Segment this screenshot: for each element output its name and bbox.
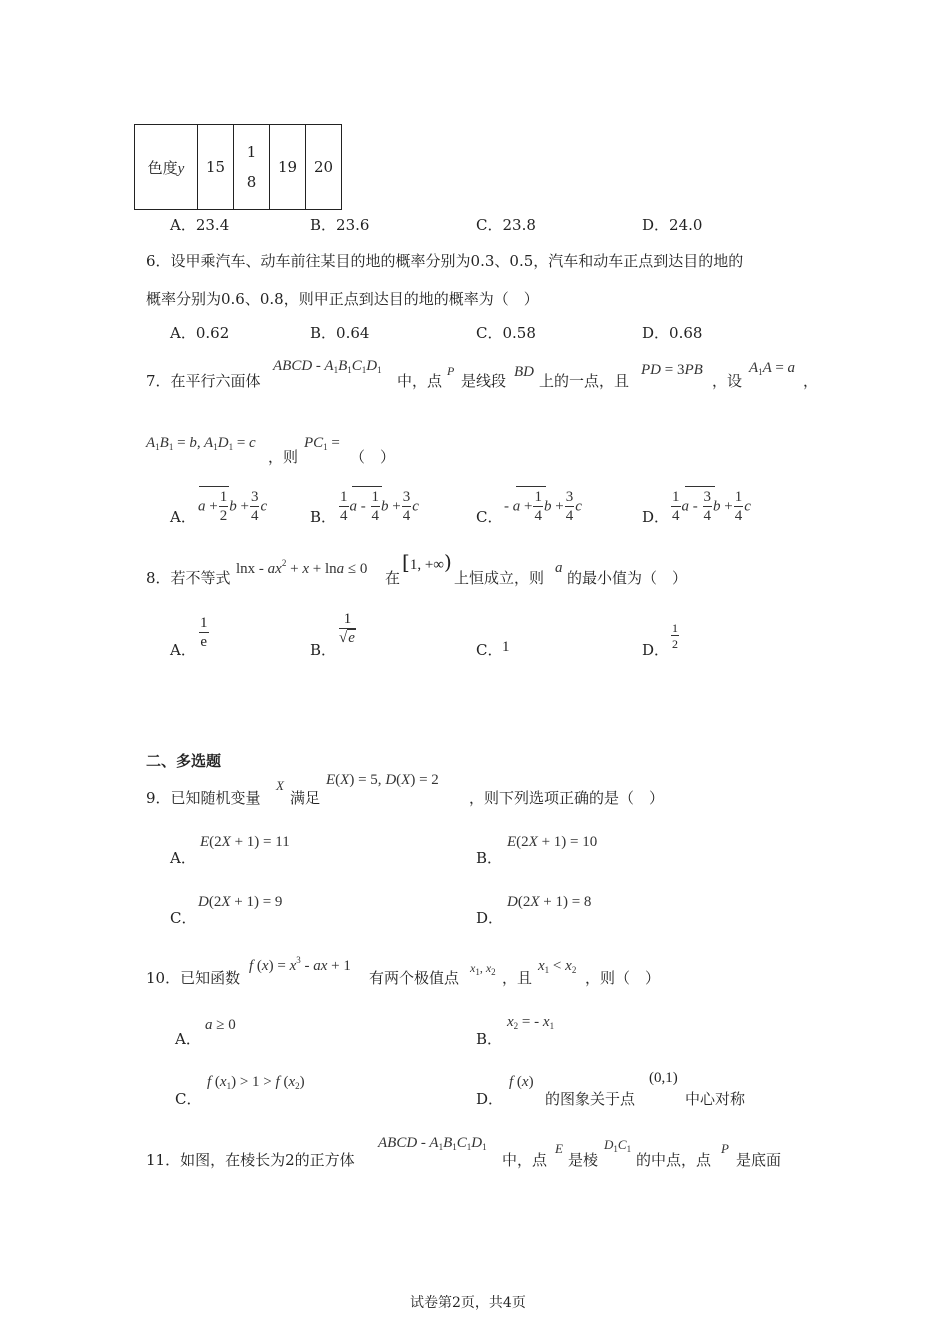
q8-formula-a: a bbox=[555, 560, 563, 576]
q7-stem-p1: 7．在平行六面体 bbox=[146, 372, 261, 390]
q8-formula-inequality: $\ln x - ax^2 + x + \ln a \le 0$ bbox=[236, 558, 368, 577]
q10-option-d-formula: f (x) bbox=[509, 1074, 534, 1090]
q9-stem-p2: 满足 bbox=[290, 789, 321, 807]
q7-vector-bar bbox=[516, 486, 546, 487]
q10-stem-p4: ，则（ ） bbox=[585, 969, 661, 987]
q10-option-d-text2: 中心对称 bbox=[685, 1090, 746, 1108]
q7-formula-pd: PD = 3PB bbox=[641, 362, 703, 378]
q7-option-c-formula: - a + $\frac{1}{4}$ b + $\frac{3}{4}$ c bbox=[504, 489, 582, 524]
q6-option-c: C．0.58 bbox=[476, 324, 536, 342]
q8-option-a-letter: A． bbox=[170, 641, 196, 659]
q7-stem-p4: 上的一点，且 bbox=[539, 372, 630, 390]
q7-option-b-formula: $\frac{1}{4}$ a - $\frac{1}{4}$ b + $\frac{3}{4}$ c bbox=[340, 489, 419, 524]
q5-option-a: A．23.4 bbox=[170, 216, 230, 234]
q6-option-b: B．0.64 bbox=[310, 324, 370, 342]
q10-formula-x1x2: $x_1$, $x_2$ bbox=[470, 961, 496, 977]
q8-option-d-letter: D． bbox=[642, 641, 670, 659]
q10-stem-p3: ，且 bbox=[502, 969, 533, 987]
q9-option-c-formula: D(2X + 1) = 9 bbox=[198, 894, 283, 910]
q5-option-d: D．24.0 bbox=[642, 216, 703, 234]
q7-stem-p5: ，设 bbox=[712, 372, 743, 390]
q8-option-a-formula: $\frac{1}{e}$ bbox=[200, 615, 208, 650]
q10-option-c-letter: C． bbox=[175, 1090, 202, 1108]
table-cell: 19 bbox=[270, 125, 306, 210]
q7-vector-bar bbox=[199, 486, 229, 487]
q7-stem-p2: 中，点 bbox=[397, 372, 443, 390]
q8-option-b-letter: B． bbox=[310, 641, 337, 659]
q9-stem-p3: ，则下列选项正确的是（ ） bbox=[469, 789, 665, 807]
q8-option-d-formula: $\frac{1}{2}$ bbox=[672, 621, 678, 651]
q10-formula-order: $x_1 < x_2$ bbox=[538, 958, 577, 975]
section-title: 二、多选题 bbox=[146, 752, 222, 770]
q7-stem-p7: ，则 bbox=[268, 448, 299, 466]
q8-option-b-formula: $\frac{1}{√e}$ bbox=[339, 611, 355, 646]
q9-option-b-letter: B． bbox=[476, 849, 503, 867]
q7-formula-p: P bbox=[447, 364, 455, 378]
q8-stem-p3: 上恒成立，则 bbox=[454, 569, 545, 587]
data-table bbox=[134, 124, 342, 210]
q9-option-a-letter: A． bbox=[170, 849, 196, 867]
q7-formula-prism: ABCD - $A_1B_1C_1D_1$ bbox=[273, 358, 382, 375]
q9-option-b-formula: E(2X + 1) = 10 bbox=[507, 834, 598, 850]
q7-stem-p8: （ ） bbox=[350, 448, 396, 466]
q5-option-c: C．23.8 bbox=[476, 216, 536, 234]
q5-option-b: B．23.6 bbox=[310, 216, 370, 234]
q7-option-a-formula: a + $\frac{1}{2}$ b + $\frac{3}{4}$ c bbox=[198, 489, 268, 524]
q9-stem-p1: 9．已知随机变量 bbox=[146, 789, 261, 807]
q10-stem-p1: 10．已知函数 bbox=[146, 969, 241, 987]
q7-formula-a: $A_1A = a$ bbox=[749, 360, 796, 377]
q11-stem-p4: 的中点，点 bbox=[636, 1151, 712, 1169]
q9-formula-condition: E(X) = 5, D(X) = 2 bbox=[326, 772, 439, 788]
q11-stem-p2: 中，点 bbox=[502, 1151, 548, 1169]
q7-formula-bd: BD bbox=[514, 364, 534, 380]
q11-formula-cube: ABCD - $A_1B_1C_1D_1$ bbox=[378, 1135, 487, 1152]
q8-stem-p1: 8．若不等式 bbox=[146, 569, 231, 587]
q10-option-c-formula: f $(x_1) > 1 > f$ $(x_2)$ bbox=[207, 1074, 305, 1091]
q10-option-d-text1: 的图象关于点 bbox=[545, 1090, 636, 1108]
q9-option-a-formula: E(2X + 1) = 11 bbox=[200, 834, 290, 850]
q11-formula-p: P bbox=[721, 1141, 729, 1156]
q10-formula-f: f $(x) = x^3$ - ax + 1 bbox=[249, 955, 351, 974]
q11-formula-d1c1: $D_1C_1$ bbox=[604, 1137, 632, 1154]
q9-option-c-letter: C． bbox=[170, 909, 197, 927]
q10-option-a-formula: a ≥ 0 bbox=[205, 1017, 236, 1033]
q8-formula-interval: [1, +∞) bbox=[402, 550, 452, 574]
q6-option-d: D．0.68 bbox=[642, 324, 703, 342]
q7-option-c-letter: C． bbox=[476, 508, 503, 526]
q9-option-d-letter: D． bbox=[476, 909, 504, 927]
q7-option-b-letter: B． bbox=[310, 508, 337, 526]
q11-formula-e: E bbox=[555, 1141, 563, 1156]
table-cell: 15 bbox=[198, 125, 234, 210]
table-cell: 1 8 bbox=[234, 125, 270, 210]
q6-option-a: A．0.62 bbox=[170, 324, 230, 342]
q7-stem-p3: 是线段 bbox=[461, 372, 507, 390]
q7-option-d-formula: $\frac{1}{4}$ a - $\frac{3}{4}$ b + $\frac{1}{4}$ c bbox=[672, 489, 751, 524]
q7-formula-bc: $A_1B_1 = b$, $A_1D_1 = c$ bbox=[146, 435, 256, 452]
q10-option-b-letter: B． bbox=[476, 1030, 503, 1048]
q10-option-d-letter: D． bbox=[476, 1090, 504, 1108]
q9-option-d-formula: D(2X + 1) = 8 bbox=[507, 894, 592, 910]
q7-vector-bar bbox=[352, 486, 382, 487]
table-cell: 20 bbox=[306, 125, 342, 210]
q10-option-b-formula: $x_2$ = - $x_1$ bbox=[507, 1014, 555, 1031]
q7-option-d-letter: D． bbox=[642, 508, 670, 526]
q11-stem-p5: 是底面 bbox=[736, 1151, 782, 1169]
q7-vector-bar bbox=[685, 486, 715, 487]
table-header-cell: 色度y bbox=[135, 125, 198, 210]
q10-option-d-point: (0,1) bbox=[649, 1070, 678, 1086]
q9-formula-x: X bbox=[276, 778, 284, 793]
q8-option-c-letter: C． bbox=[476, 641, 503, 659]
q7-stem-p6: ， bbox=[803, 372, 819, 390]
q10-stem-p2: 有两个极值点 bbox=[369, 969, 460, 987]
q6-stem-line1: 6．设甲乘汽车、动车前往某目的地的概率分别为0.3、0.5，汽车和动车正点到达目的地的 bbox=[146, 252, 744, 270]
q8-stem-p2: 在 bbox=[385, 569, 401, 587]
q7-formula-pc1: $PC_1$ = bbox=[304, 435, 340, 452]
q11-stem-p3: 是棱 bbox=[568, 1151, 599, 1169]
q6-stem-line2: 概率分别为0.6、0.8，则甲正点到达目的地的概率为（ ） bbox=[146, 290, 539, 308]
q8-stem-p4: 的最小值为（ ） bbox=[567, 569, 688, 587]
q8-option-c-value: 1 bbox=[502, 639, 510, 655]
page-footer: 试卷第2页，共4页 bbox=[410, 1295, 526, 1311]
q7-option-a-letter: A． bbox=[170, 508, 196, 526]
q11-stem-p1: 11．如图，在棱长为2的正方体 bbox=[146, 1151, 355, 1169]
q10-option-a-letter: A． bbox=[175, 1030, 201, 1048]
